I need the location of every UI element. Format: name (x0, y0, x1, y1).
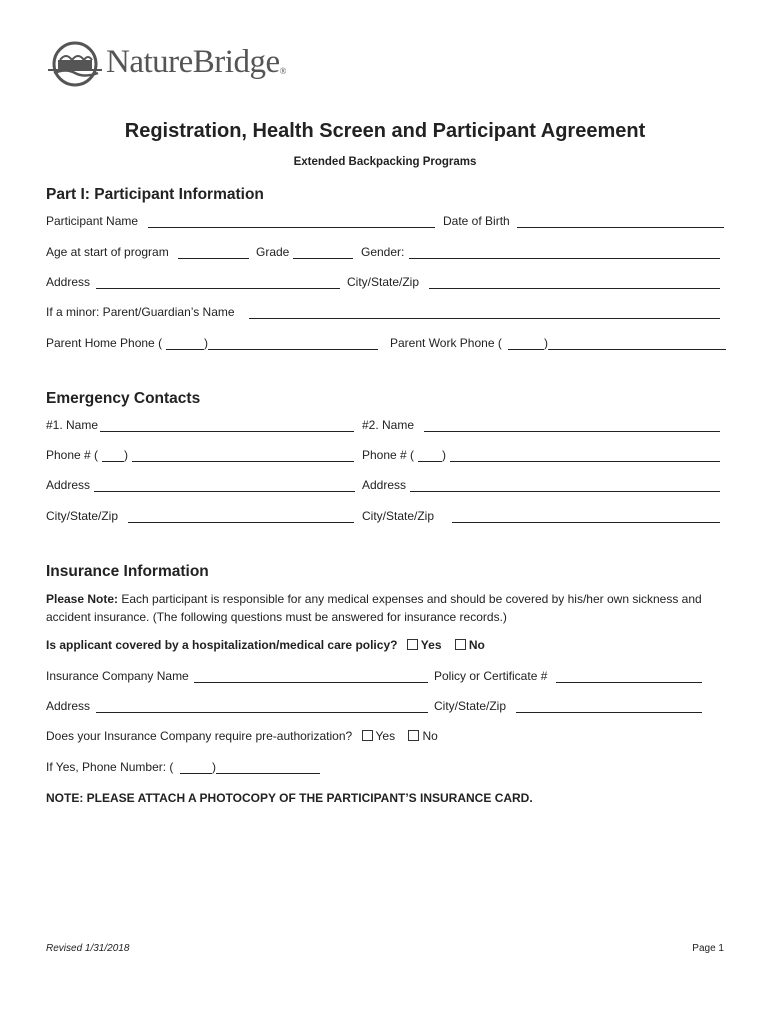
work-phone-paren: ) (544, 336, 548, 350)
emergency-phone1-paren: ) (124, 448, 128, 462)
city-state-zip-field[interactable] (429, 288, 720, 289)
insurance-company-row (46, 669, 736, 685)
page-subtitle: Extended Backpacking Programs (293, 156, 477, 168)
if-yes-phone-label: If Yes, Phone Number: ( (46, 760, 174, 774)
address-field[interactable] (96, 288, 340, 289)
covered-no-checkbox[interactable] (455, 639, 466, 650)
work-phone-label: Parent Work Phone ( (390, 336, 502, 350)
gender-field[interactable] (409, 258, 720, 259)
participant-name-field[interactable] (148, 227, 435, 228)
covered-question-label: Is applicant covered by a hospitalization/medical care policy? (46, 638, 398, 652)
covered-no-label: No (468, 638, 485, 652)
page-number: Page 1 (692, 943, 724, 954)
if-yes-phone-area-field[interactable] (180, 773, 212, 774)
emergency-phone1-area-field[interactable] (102, 461, 124, 462)
emergency-city1-label: City/State/Zip (46, 509, 119, 523)
section-heading-insurance: Insurance Information (46, 563, 209, 580)
grade-label: Grade (256, 245, 290, 259)
emergency-name-row (46, 418, 736, 434)
preauth-no-label: No (422, 729, 438, 743)
please-note-label: Please Note: (46, 592, 119, 606)
section-heading-participant: Part I: Participant Information (46, 186, 264, 203)
if-yes-phone-row (46, 760, 736, 776)
emergency-name1-field[interactable] (100, 431, 354, 432)
work-phone-field[interactable] (548, 349, 726, 350)
preauth-question-label: Does your Insurance Company require pre-authorization? (46, 729, 353, 743)
insurance-city-field[interactable] (516, 712, 702, 713)
parent-phone-row (46, 336, 736, 352)
work-phone-area-field[interactable] (508, 349, 544, 350)
policy-number-label: Policy or Certificate # (434, 669, 548, 683)
emergency-phone1-field[interactable] (132, 461, 354, 462)
home-phone-area-field[interactable] (166, 349, 204, 350)
guardian-row (46, 305, 736, 321)
date-of-birth-field[interactable] (517, 227, 724, 228)
if-yes-phone-paren: ) (212, 760, 216, 774)
date-of-birth-label: Date of Birth (443, 214, 510, 228)
preauth-no-checkbox[interactable] (408, 730, 419, 741)
gender-label: Gender: (361, 245, 405, 259)
guardian-name-field[interactable] (249, 318, 720, 319)
home-phone-paren: ) (204, 336, 208, 350)
emergency-name2-field[interactable] (424, 431, 720, 432)
emergency-phone2-area-field[interactable] (418, 461, 442, 462)
city-state-zip-label: City/State/Zip (347, 275, 420, 289)
attach-card-note: NOTE: PLEASE ATTACH A PHOTOCOPY OF THE PARTICIPANT’S INSURANCE CARD. (46, 791, 533, 805)
logo-wordmark: NatureBridge® (106, 44, 286, 80)
emergency-city2-field[interactable] (452, 522, 720, 523)
naturebridge-logo-icon (46, 40, 104, 88)
emergency-address1-label: Address (46, 478, 91, 492)
covered-yes-checkbox[interactable] (407, 639, 418, 650)
emergency-address2-label: Address (362, 478, 407, 492)
insurance-city-label: City/State/Zip (434, 699, 507, 713)
emergency-phone1-label: Phone # ( (46, 448, 99, 462)
preauth-row (46, 729, 736, 745)
emergency-name1-label: #1. Name (46, 418, 99, 432)
insurance-company-field[interactable] (194, 682, 428, 683)
emergency-city2-label: City/State/Zip (362, 509, 435, 523)
participant-name-label: Participant Name (46, 214, 139, 228)
preauth-yes-label: Yes (375, 729, 396, 743)
emergency-address-row (46, 478, 736, 494)
insurance-address-label: Address (46, 699, 91, 713)
revision-date: Revised 1/31/2018 (46, 943, 130, 954)
insurance-company-label: Insurance Company Name (46, 669, 189, 683)
age-label: Age at start of program (46, 245, 169, 259)
policy-number-field[interactable] (556, 682, 702, 683)
page-title: Registration, Health Screen and Participant Agreement (124, 120, 646, 142)
covered-yes-label: Yes (420, 638, 442, 652)
participant-name-row (46, 214, 736, 230)
home-phone-field[interactable] (208, 349, 378, 350)
emergency-phone2-paren: ) (442, 448, 446, 462)
emergency-address2-field[interactable] (410, 491, 720, 492)
address-label: Address (46, 275, 91, 289)
emergency-phone2-field[interactable] (450, 461, 720, 462)
insurance-address-row (46, 699, 736, 715)
emergency-phone-row (46, 448, 736, 464)
emergency-city1-field[interactable] (128, 522, 354, 523)
address-row (46, 275, 736, 291)
covered-question-row (46, 638, 736, 654)
preauth-yes-checkbox[interactable] (362, 730, 373, 741)
if-yes-phone-field[interactable] (216, 773, 320, 774)
section-heading-emergency: Emergency Contacts (46, 390, 201, 407)
home-phone-label: Parent Home Phone ( (46, 336, 163, 350)
age-field[interactable] (178, 258, 249, 259)
please-note-text: Each participant is responsible for any medical expenses and should be covered by his/her own sickness and accident insurance. (The following questions must be answered for insurance records.) (46, 592, 702, 624)
emergency-phone2-label: Phone # ( (362, 448, 415, 462)
guardian-name-label: If a minor: Parent/Guardian’s Name (46, 305, 235, 319)
emergency-city-row (46, 509, 736, 525)
insurance-address-field[interactable] (96, 712, 428, 713)
emergency-address1-field[interactable] (94, 491, 355, 492)
emergency-name2-label: #2. Name (362, 418, 415, 432)
grade-field[interactable] (293, 258, 353, 259)
age-grade-gender-row (46, 245, 736, 261)
insurance-note-paragraph (46, 590, 736, 626)
